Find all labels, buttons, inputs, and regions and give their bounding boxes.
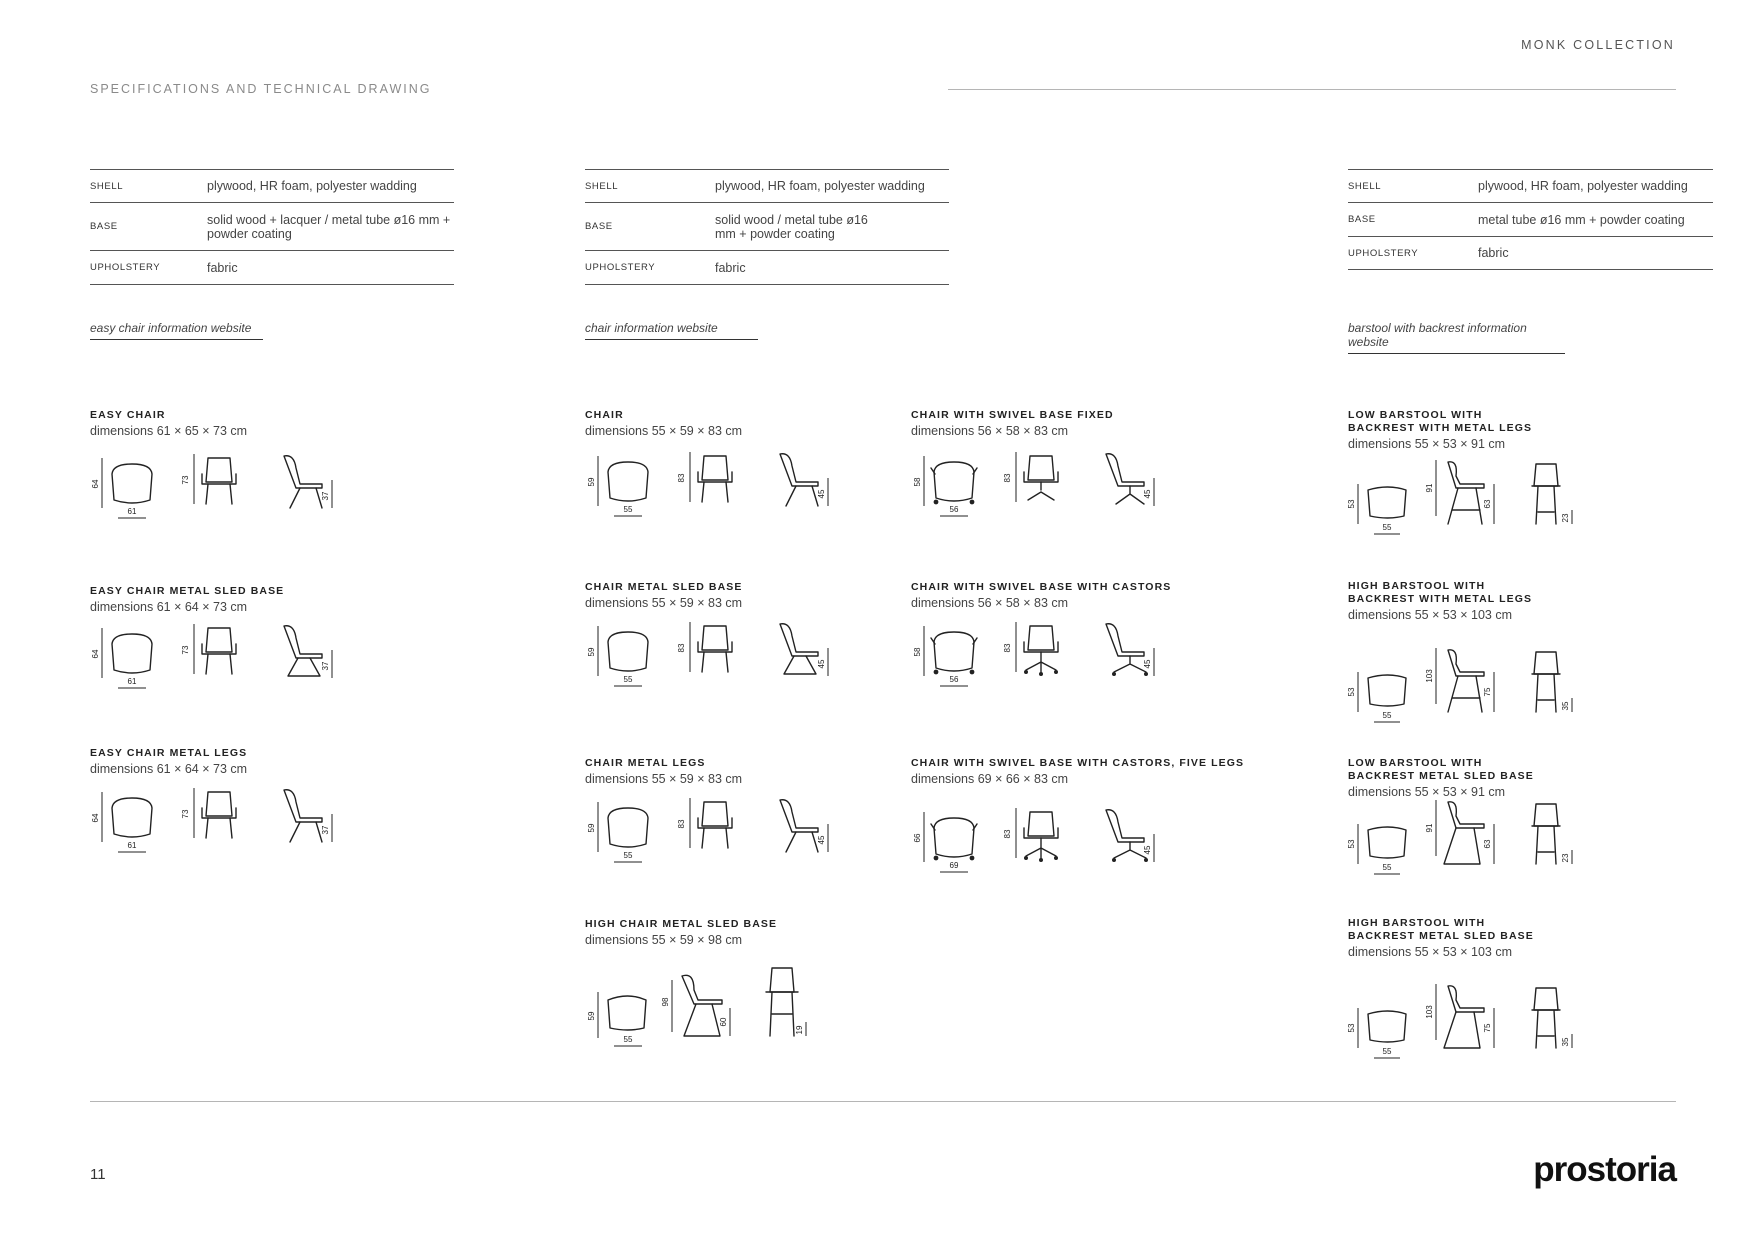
drawing-chair <box>580 450 880 530</box>
footer-divider <box>90 1101 1676 1102</box>
spec-value: fabric <box>207 251 454 285</box>
depth-label: 59 <box>587 1011 596 1021</box>
spec-value: plywood, HR foam, polyester wadding <box>207 170 454 203</box>
product-title: HIGH BARSTOOL WITH BACKREST METAL SLED BASE <box>1348 917 1534 942</box>
width-label: 55 <box>623 851 633 860</box>
product-swivel-five-legs <box>911 757 1251 786</box>
product-dimensions: dimensions 56 × 58 × 83 cm <box>911 596 1069 610</box>
product-title: EASY CHAIR METAL SLED BASE <box>90 585 285 597</box>
width-label: 61 <box>127 507 137 516</box>
seat-height-label: 45 <box>817 489 826 499</box>
product-title: LOW BARSTOOL WITH BACKREST WITH METAL LEGS <box>1348 409 1533 434</box>
height-label: 83 <box>1003 473 1012 483</box>
height-label: 73 <box>181 809 190 819</box>
front-view <box>690 798 732 848</box>
depth-label: 53 <box>1347 839 1356 849</box>
spec-value: solid wood / metal tube ø16 mm + powder coating <box>715 203 949 251</box>
spec-table-chair <box>585 169 949 285</box>
depth-label: 64 <box>91 479 100 489</box>
product-dimensions: dimensions 55 × 53 × 91 cm <box>1348 437 1506 451</box>
drawing-easy-chair <box>84 452 384 532</box>
spec-label: SHELL <box>90 170 207 203</box>
product-dimensions: dimensions 55 × 53 × 91 cm <box>1348 785 1506 799</box>
product-title: CHAIR METAL SLED BASE <box>585 581 743 593</box>
drawing-chair-sled <box>580 620 880 700</box>
armrest-height-label: 19 <box>795 1025 804 1035</box>
spec-label: UPHOLSTERY <box>1348 237 1478 270</box>
spec-value: plywood, HR foam, polyester wadding <box>715 170 949 203</box>
seat-height-label: 37 <box>321 661 330 671</box>
product-dimensions: dimensions 61 × 64 × 73 cm <box>90 762 248 776</box>
collection-title: MONK COLLECTION <box>1521 38 1675 52</box>
height-label: 73 <box>181 645 190 655</box>
height-label: 91 <box>1425 823 1434 833</box>
product-easy-chair <box>90 409 390 438</box>
spec-value: metal tube ø16 mm + powder coating <box>1478 203 1713 237</box>
seat-height-label: 45 <box>1143 845 1152 855</box>
height-label: 103 <box>1425 669 1434 683</box>
drawing-low-barstool-legs <box>1344 462 1644 544</box>
spec-table-barstool <box>1348 169 1713 270</box>
height-label: 73 <box>181 475 190 485</box>
depth-label: 53 <box>1347 1023 1356 1033</box>
product-title: CHAIR WITH SWIVEL BASE FIXED <box>911 409 1114 421</box>
width-label: 55 <box>1382 1047 1392 1056</box>
product-dimensions: dimensions 56 × 58 × 83 cm <box>911 424 1069 438</box>
depth-label: 53 <box>1347 499 1356 509</box>
product-title: CHAIR WITH SWIVEL BASE WITH CASTORS, FIVE LEGS <box>911 757 1245 769</box>
chair-website-link[interactable]: chair information website <box>585 321 758 340</box>
seat-height-label: 45 <box>817 835 826 845</box>
armrest-height-label: 23 <box>1561 513 1570 523</box>
product-dimensions: dimensions 55 × 53 × 103 cm <box>1348 608 1512 622</box>
spec-label: BASE <box>1348 203 1478 237</box>
seat-height-label: 63 <box>1483 839 1492 849</box>
seat-height-label: 75 <box>1483 1023 1492 1033</box>
seat-height-label: 45 <box>1143 659 1152 669</box>
height-label: 83 <box>677 643 686 653</box>
product-title: CHAIR METAL LEGS <box>585 757 706 769</box>
spec-value: solid wood + lacquer / metal tube ø16 mm + powder coating <box>207 203 454 251</box>
drawing-swivel-castors <box>906 620 1206 700</box>
width-label: 55 <box>623 675 633 684</box>
spec-label: BASE <box>90 203 207 251</box>
product-dimensions: dimensions 55 × 59 × 98 cm <box>585 933 743 947</box>
section-title: SPECIFICATIONS AND TECHNICAL DRAWING <box>90 82 432 96</box>
spec-label: BASE <box>585 203 715 251</box>
drawing-chair-legs <box>580 796 880 876</box>
product-low-barstool-sled <box>1348 757 1548 799</box>
product-chair-legs <box>585 757 885 786</box>
front-view <box>1016 808 1058 862</box>
product-title: HIGH CHAIR METAL SLED BASE <box>585 918 778 930</box>
product-dimensions: dimensions 55 × 59 × 83 cm <box>585 424 743 438</box>
product-chair <box>585 409 885 438</box>
product-swivel-fixed <box>911 409 1251 438</box>
product-dimensions: dimensions 61 × 64 × 73 cm <box>90 600 248 614</box>
drawing-high-barstool-sled <box>1344 968 1644 1068</box>
height-label: 103 <box>1425 1005 1434 1019</box>
front-view <box>690 622 732 672</box>
seat-height-label: 75 <box>1483 687 1492 697</box>
width-label: 55 <box>1382 863 1392 872</box>
width-label: 56 <box>949 675 959 684</box>
barstool-website-link[interactable]: barstool with backrest information website <box>1348 321 1565 354</box>
front-view <box>194 454 236 504</box>
spec-label: SHELL <box>585 170 715 203</box>
height-label: 83 <box>1003 829 1012 839</box>
depth-label: 58 <box>913 647 922 657</box>
spec-value: fabric <box>715 251 949 285</box>
side-view <box>1436 984 1494 1048</box>
width-label: 69 <box>949 861 959 870</box>
product-title: HIGH BARSTOOL WITH BACKREST WITH METAL LEGS <box>1348 580 1533 605</box>
page-number: 11 <box>90 1166 106 1183</box>
spec-label: UPHOLSTERY <box>585 251 715 285</box>
seat-height-label: 60 <box>719 1017 728 1027</box>
product-dimensions: dimensions 61 × 65 × 73 cm <box>90 424 248 438</box>
spec-label: UPHOLSTERY <box>90 251 207 285</box>
top-view <box>598 992 646 1046</box>
depth-label: 64 <box>91 649 100 659</box>
width-label: 55 <box>1382 523 1392 532</box>
front-view <box>1016 622 1058 676</box>
height-label: 83 <box>1003 643 1012 653</box>
side-view <box>1436 648 1494 712</box>
front-view <box>690 452 732 502</box>
height-label: 83 <box>677 473 686 483</box>
product-dimensions: dimensions 55 × 59 × 83 cm <box>585 596 743 610</box>
product-easy-chair-legs <box>90 747 390 776</box>
depth-label: 59 <box>587 823 596 833</box>
spec-value: fabric <box>1478 237 1713 270</box>
product-dimensions: dimensions 55 × 59 × 83 cm <box>585 772 743 786</box>
product-high-barstool-sled <box>1348 917 1548 959</box>
drawing-high-barstool-legs <box>1344 632 1644 732</box>
drawing-low-barstool-sled <box>1344 802 1644 884</box>
depth-label: 53 <box>1347 687 1356 697</box>
armrest-height-label: 23 <box>1561 853 1570 863</box>
front-view <box>194 788 236 838</box>
product-title: CHAIR WITH SWIVEL BASE WITH CASTORS <box>911 581 1172 593</box>
side-view <box>1436 800 1494 864</box>
depth-label: 66 <box>913 833 922 843</box>
product-high-chair-sled <box>585 918 885 947</box>
depth-label: 59 <box>587 477 596 487</box>
width-label: 56 <box>949 505 959 514</box>
width-label: 55 <box>623 505 633 514</box>
product-dimensions: dimensions 69 × 66 × 83 cm <box>911 772 1069 786</box>
drawing-high-chair-sled <box>580 962 880 1054</box>
width-label: 55 <box>1382 711 1392 720</box>
drawing-swivel-fixed <box>906 450 1206 530</box>
seat-height-label: 63 <box>1483 499 1492 509</box>
height-label: 98 <box>661 997 670 1007</box>
product-easy-chair-sled <box>90 585 390 614</box>
brand-logo: prostoria <box>1533 1150 1676 1189</box>
seat-height-label: 45 <box>817 659 826 669</box>
width-label: 61 <box>127 677 137 686</box>
depth-label: 58 <box>913 477 922 487</box>
armrest-height-label: 35 <box>1561 1037 1570 1047</box>
product-dimensions: dimensions 55 × 53 × 103 cm <box>1348 945 1512 959</box>
product-chair-sled <box>585 581 885 610</box>
product-swivel-castors <box>911 581 1251 610</box>
drawing-easy-chair-sled <box>84 622 384 702</box>
header-divider <box>948 89 1676 90</box>
product-title: EASY CHAIR METAL LEGS <box>90 747 248 759</box>
product-title: CHAIR <box>585 409 624 421</box>
front-view <box>194 624 236 674</box>
width-label: 61 <box>127 841 137 850</box>
height-label: 83 <box>677 819 686 829</box>
easy-chair-website-link[interactable]: easy chair information website <box>90 321 263 340</box>
depth-label: 59 <box>587 647 596 657</box>
drawing-easy-chair-legs <box>84 786 384 866</box>
spec-value: plywood, HR foam, polyester wadding <box>1478 170 1713 203</box>
armrest-height-label: 35 <box>1561 701 1570 711</box>
side-view <box>1436 460 1494 524</box>
depth-label: 64 <box>91 813 100 823</box>
width-label: 55 <box>623 1035 633 1044</box>
height-label: 91 <box>1425 483 1434 493</box>
seat-height-label: 45 <box>1143 489 1152 499</box>
product-title: LOW BARSTOOL WITH BACKREST METAL SLED BASE <box>1348 757 1534 782</box>
front-view <box>1016 452 1058 502</box>
spec-label: SHELL <box>1348 170 1478 203</box>
seat-height-label: 37 <box>321 491 330 501</box>
spec-table-easy-chair <box>90 169 454 285</box>
product-high-barstool-legs <box>1348 580 1548 622</box>
product-title: EASY CHAIR <box>90 409 166 421</box>
drawing-swivel-five-legs <box>906 806 1206 886</box>
product-low-barstool-legs <box>1348 409 1548 451</box>
seat-height-label: 37 <box>321 825 330 835</box>
